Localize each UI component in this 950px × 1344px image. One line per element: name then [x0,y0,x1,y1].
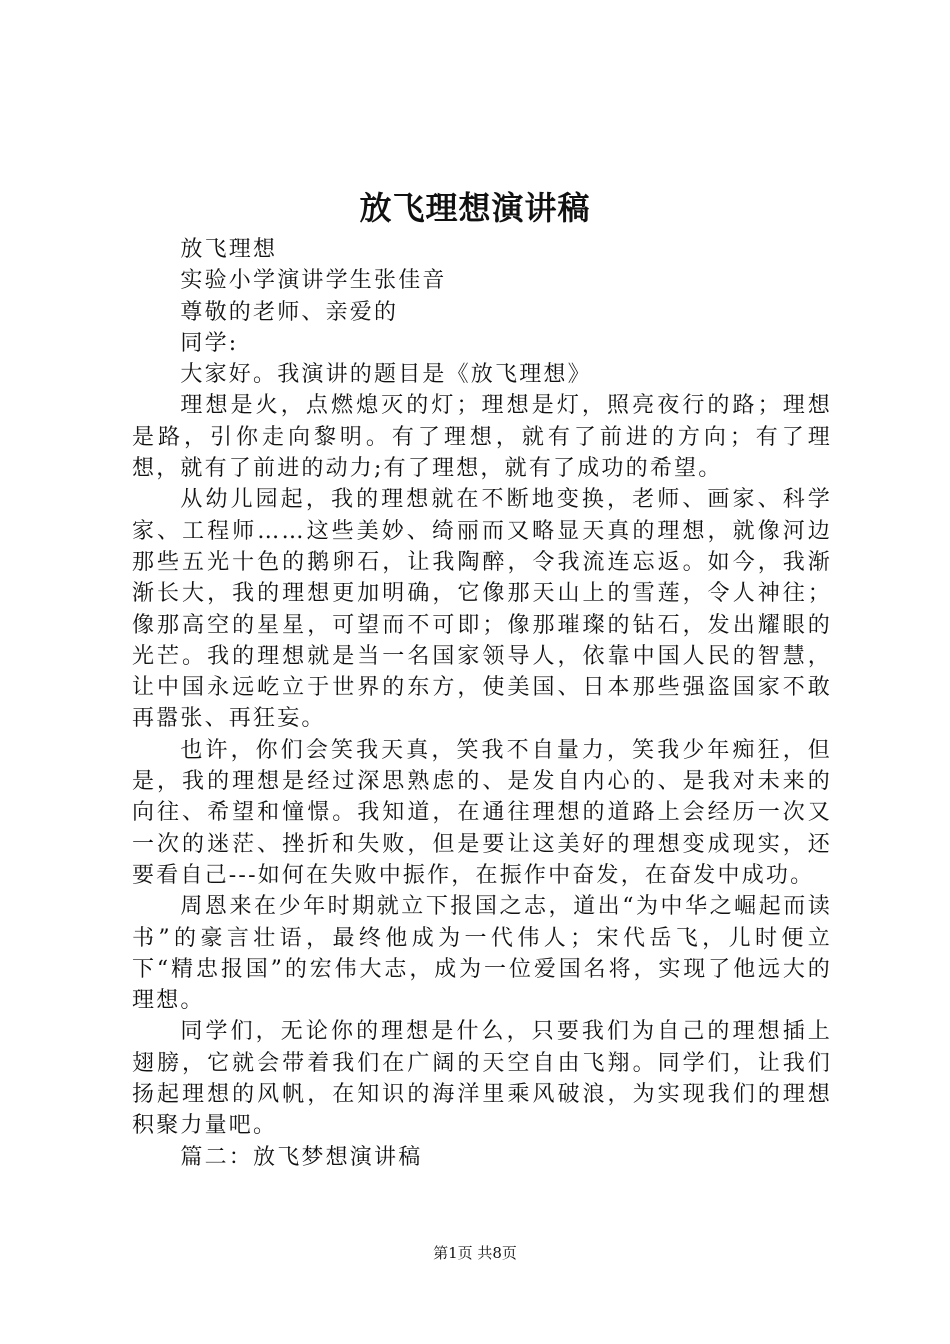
paragraph: 同学们，无论你的理想是什么，只要我们为自己的理想插上翅膀，它就会带着我们在广阔的天空自由飞翔。同学们，让我们扬起理想的风帆，在知识的海洋里乘风破浪，为实现我们的理想积聚力量吧。 [132,1019,832,1139]
paragraph: 周恩来在少年时期就立下报国之志，道出“为中华之崛起而读书”的豪言壮语，最终他成为一代伟人；宋代岳飞，儿时便立下“精忠报国”的宏伟大志，成为一位爱国名将，实现了他远大的理想。 [132,894,832,1014]
paragraph: 理想是火，点燃熄灭的灯；理想是灯，照亮夜行的路；理想是路，引你走向黎明。有了理想，就有了前进的方向；有了理想，就有了前进的动力;有了理想，就有了成功的希望。 [132,393,832,482]
paragraph: 实验小学演讲学生张佳音 [180,268,447,294]
page-footer: 第1页 共8页 [433,1244,517,1262]
paragraph: 篇二：放飞梦想演讲稿 [180,1144,423,1170]
paragraph: 大家好。我演讲的题目是《放飞理想》 [180,362,592,388]
document-title: 放飞理想演讲稿 [359,189,591,227]
paragraph: 放飞理想 [180,237,278,262]
paragraph: 尊敬的老师、亲爱的 [180,299,399,325]
document-body [132,234,832,1173]
paragraph: 也许，你们会笑我天真，笑我不自量力，笑我少年痴狂，但是，我的理想是经过深思熟虑的、是发自内心的、是我对未来的向往、希望和憧憬。我知道，在通往理想的道路上会经历一次又一次的迷茫、挫折和失败，但是要让这美好的理想变成现实，还要看自己---如何在失败中振作，在振作中奋发，在奋发中成功。 [132,737,832,888]
paragraph: 从幼儿园起，我的理想就在不断地变换，老师、画家、科学家、工程师……这些美妙、绮丽而又略显天真的理想，就像河边那些五光十色的鹅卵石，让我陶醉，令我流连忘返。如今，我渐渐长大，我的理想更加明确，它像那天山上的雪莲，令人神往；像那高空的星星，可望而不可即；像那璀璨的钻石，发出耀眼的光芒。我的理想就是当一名国家领导人，依靠中国人民的智慧，让中国永远屹立于世界的东方，使美国、日本那些强盗国家不敢再嚣张、再狂妄。 [132,487,832,732]
paragraph: 同学: [180,330,239,356]
